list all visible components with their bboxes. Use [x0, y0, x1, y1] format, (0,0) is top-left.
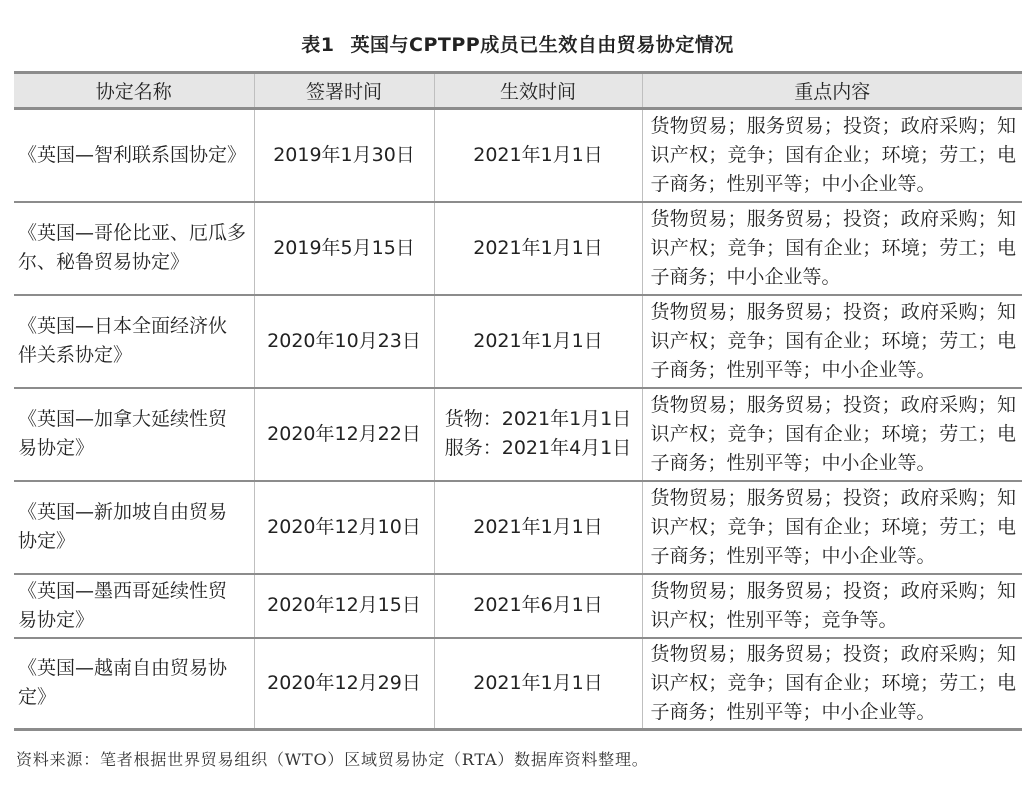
key-content-cell: 货物贸易；服务贸易；投资；政府采购；知识产权；竞争；国有企业；环境；劳工；电子商务；中小企业等。 — [642, 202, 1022, 295]
column-header-effective-date: 生效时间 — [434, 73, 642, 109]
effective-date-cell — [434, 109, 642, 202]
agreement-name-line: 尔、秘鲁贸易协定》 — [18, 251, 190, 273]
effective-date-cell — [434, 574, 642, 638]
signing-date-cell: 2020年12月29日 — [254, 638, 434, 730]
agreement-name-cell — [14, 295, 254, 388]
signing-date-cell: 2020年10月23日 — [254, 295, 434, 388]
table-row — [14, 574, 1022, 638]
effective-date-cell — [434, 295, 642, 388]
key-content-cell: 货物贸易；服务贸易；投资；政府采购；知识产权；性别平等；竞争等。 — [642, 574, 1022, 638]
agreement-name-line: 《英国—越南自由贸易协 — [18, 657, 228, 680]
agreement-name-line: 协定》 — [18, 530, 76, 552]
effective-date-line: 服务：2021年4月1日 — [444, 437, 632, 459]
key-content-cell: 货物贸易；服务贸易；投资；政府采购；知识产权；竞争；国有企业；环境；劳工；电子商务；性别平等；中小企业等。 — [642, 481, 1022, 574]
table-row — [14, 202, 1022, 295]
signing-date-cell: 2020年12月10日 — [254, 481, 434, 574]
signing-date-cell: 2020年12月22日 — [254, 388, 434, 481]
agreement-name-line: 易协定》 — [18, 437, 95, 459]
effective-date-cell — [434, 388, 642, 481]
agreement-name-line: 《英国—新加坡自由贸易 — [18, 501, 228, 523]
table-header-row — [14, 73, 1022, 109]
effective-date-line: 2021年1月1日 — [473, 329, 603, 352]
agreement-name-line: 《英国—墨西哥延续性贸 — [18, 579, 228, 602]
source-note: 资料来源：笔者根据世界贸易组织（WTO）区域贸易协定（RTA）数据库资料整理。 — [16, 750, 649, 769]
key-content-cell: 货物贸易；服务贸易；投资；政府采购；知识产权；竞争；国有企业；环境；劳工；电子商务；性别平等；中小企业等。 — [642, 295, 1022, 388]
agreement-name-line: 定》 — [18, 686, 57, 709]
column-header-agreement-name: 协定名称 — [14, 73, 254, 109]
table-row — [14, 109, 1022, 202]
effective-date-line: 货物：2021年1月1日 — [444, 408, 632, 430]
agreement-name-cell — [14, 638, 254, 730]
signing-date-cell: 2019年1月30日 — [254, 109, 434, 202]
effective-date-cell — [434, 481, 642, 574]
agreement-name-cell — [14, 574, 254, 638]
agreement-name-line: 伴关系协定》 — [18, 344, 133, 366]
effective-date-line: 2021年1月1日 — [473, 671, 603, 694]
effective-date-line: 2021年6月1日 — [473, 594, 603, 616]
agreement-name-cell — [14, 481, 254, 574]
effective-date-line: 2021年1月1日 — [473, 515, 603, 538]
signing-date-cell: 2020年12月15日 — [254, 574, 434, 638]
effective-date-cell — [434, 638, 642, 730]
agreements-table — [14, 71, 1022, 731]
table-number: 表1 — [301, 34, 335, 56]
agreement-name-line: 《英国—日本全面经济伙 — [18, 315, 228, 337]
agreement-name-line: 《英国—哥伦比亚、厄瓜多 — [18, 222, 247, 244]
table-title — [0, 30, 1035, 57]
agreement-name-cell — [14, 388, 254, 481]
table-row — [14, 388, 1022, 481]
column-header-key-content: 重点内容 — [794, 81, 871, 103]
table-row — [14, 295, 1022, 388]
table-row — [14, 481, 1022, 574]
effective-date-line: 2021年1月1日 — [473, 236, 603, 259]
key-content-cell: 货物贸易；服务贸易；投资；政府采购；知识产权；竞争；国有企业；环境；劳工；电子商务；性别平等；中小企业等。 — [642, 638, 1022, 730]
agreement-name-line: 《英国—智利联系国协定》 — [18, 143, 247, 166]
effective-date-line: 2021年1月1日 — [473, 143, 603, 166]
agreement-name-line: 《英国—加拿大延续性贸 — [18, 408, 228, 430]
effective-date-cell — [434, 202, 642, 295]
key-content-cell: 货物贸易；服务贸易；投资；政府采购；知识产权；竞争；国有企业；环境；劳工；电子商务；性别平等；中小企业等。 — [642, 109, 1022, 202]
key-content-cell: 货物贸易；服务贸易；投资；政府采购；知识产权；竞争；国有企业；环境；劳工；电子商务；性别平等；中小企业等。 — [642, 388, 1022, 481]
table-row — [14, 638, 1022, 730]
agreement-name-line: 易协定》 — [18, 608, 95, 631]
column-header-signing-date: 签署时间 — [254, 73, 434, 109]
agreement-name-cell — [14, 109, 254, 202]
agreement-name-cell — [14, 202, 254, 295]
signing-date-cell: 2019年5月15日 — [254, 202, 434, 295]
table-title-text: 英国与CPTPP成员已生效自由贸易协定情况 — [350, 34, 734, 56]
